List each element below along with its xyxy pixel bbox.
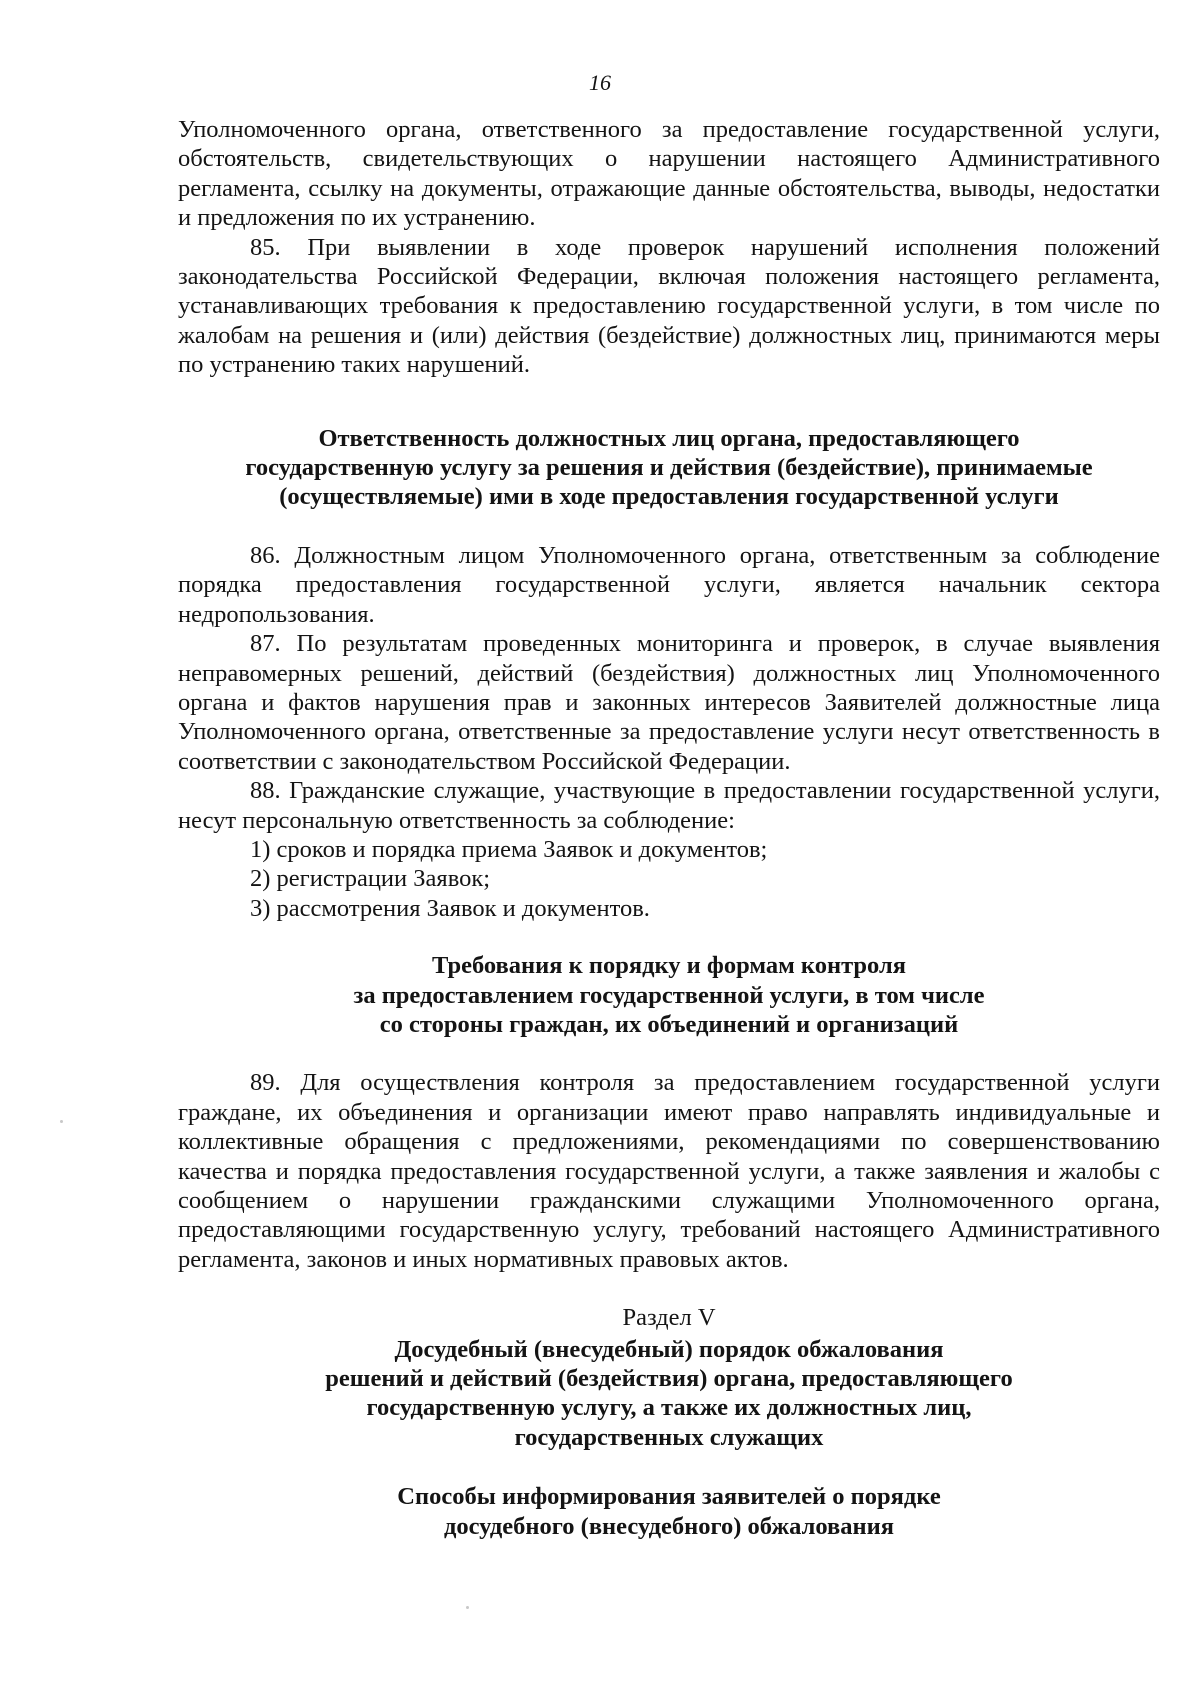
list-item: 2) регистрации Заявок; <box>250 865 491 893</box>
heading-control-requirements <box>178 951 1160 1039</box>
page-number: 16 <box>589 70 611 95</box>
scan-speck <box>60 1120 63 1123</box>
section-title <box>178 1335 1160 1453</box>
paragraph-85: 85. При выявлении в ходе проверок нарушений исполнения положений законодательства Российской Федерации, включая положения настоящего регламента, устанавливающих требования к предоставлению государственной услуги, в том числе по жалобам на решения и (или) действия (бездействие) должностных лиц, принимаются меры по устранению таких нарушений. <box>178 233 1160 379</box>
paragraph-86: 86. Должностным лицом Уполномоченного органа, ответственным за соблюдение порядка предоставления государственной услуги, является начальник сектора недропользования. <box>178 541 1160 628</box>
paragraph-continuation: Уполномоченного органа, ответственного за предоставление государственной услуги, обстоятельств, свидетельствующих о нарушении настоящего Административного регламента, ссылку на документы, отражающие данные обстоятельства, выводы, недостатки и предложения по их устранению. <box>178 116 1160 232</box>
heading-line: Требования к порядку и формам контроля <box>432 952 906 980</box>
heading-line: решений и действий (бездействия) органа, предоставляющего <box>325 1365 1013 1393</box>
scan-speck <box>466 1606 469 1609</box>
page-content <box>178 115 1160 1541</box>
heading-responsibility <box>178 424 1160 512</box>
paragraph-88: 88. Гражданские служащие, участвующие в предоставлении государственной услуги, несут персональную ответственность за соблюдение: <box>178 777 1160 834</box>
heading-line: Способы информирования заявителей о порядке <box>397 1483 941 1511</box>
section-label: Раздел V <box>622 1304 716 1332</box>
heading-line: государственную услугу за решения и действия (бездействие), принимаемые <box>245 454 1093 482</box>
heading-line: Ответственность должностных лиц органа, предоставляющего <box>318 424 1020 452</box>
heading-line: государственных служащих <box>514 1423 824 1451</box>
heading-appeal-information <box>178 1482 1160 1541</box>
list-item: 1) сроков и порядка приема Заявок и документов; <box>250 835 768 863</box>
heading-line: (осуществляемые) ими в ходе предоставления государственной услуги <box>279 483 1059 511</box>
heading-line: Досудебный (внесудебный) порядок обжалования <box>394 1335 944 1363</box>
paragraph-89: 89. Для осуществления контроля за предоставлением государственной услуги граждане, их объединения и организации имеют право направлять индивидуальные и коллективные обращения с предложениями, рекомендациями по совершенствованию качества и порядка предоставления государственной услуги, а также заявления и жалобы с сообщением о нарушении гражданскими служащими Уполномоченного органа, предоставляющими государственную услугу, требований настоящего Административного регламента, законов и иных нормативных правовых актов. <box>178 1069 1160 1273</box>
heading-line: со стороны граждан, их объединений и организаций <box>379 1010 959 1038</box>
heading-line: досудебного (внесудебного) обжалования <box>443 1512 895 1540</box>
list-item: 3) рассмотрения Заявок и документов. <box>250 894 650 922</box>
heading-line: за предоставлением государственной услуги, в том числе <box>353 981 985 1009</box>
paragraph-87: 87. По результатам проведенных мониторинга и проверок, в случае выявления неправомерных решений, действий (бездействия) должностных лиц Уполномоченного органа и фактов нарушения прав и законных интересов Заявителей должностные лица Уполномоченного органа, ответственные за предоставление услуги несут ответственность в соответствии с законодательством Российской Федерации. <box>178 630 1160 775</box>
heading-line: государственную услугу, а также их должностных лиц, <box>366 1394 972 1422</box>
